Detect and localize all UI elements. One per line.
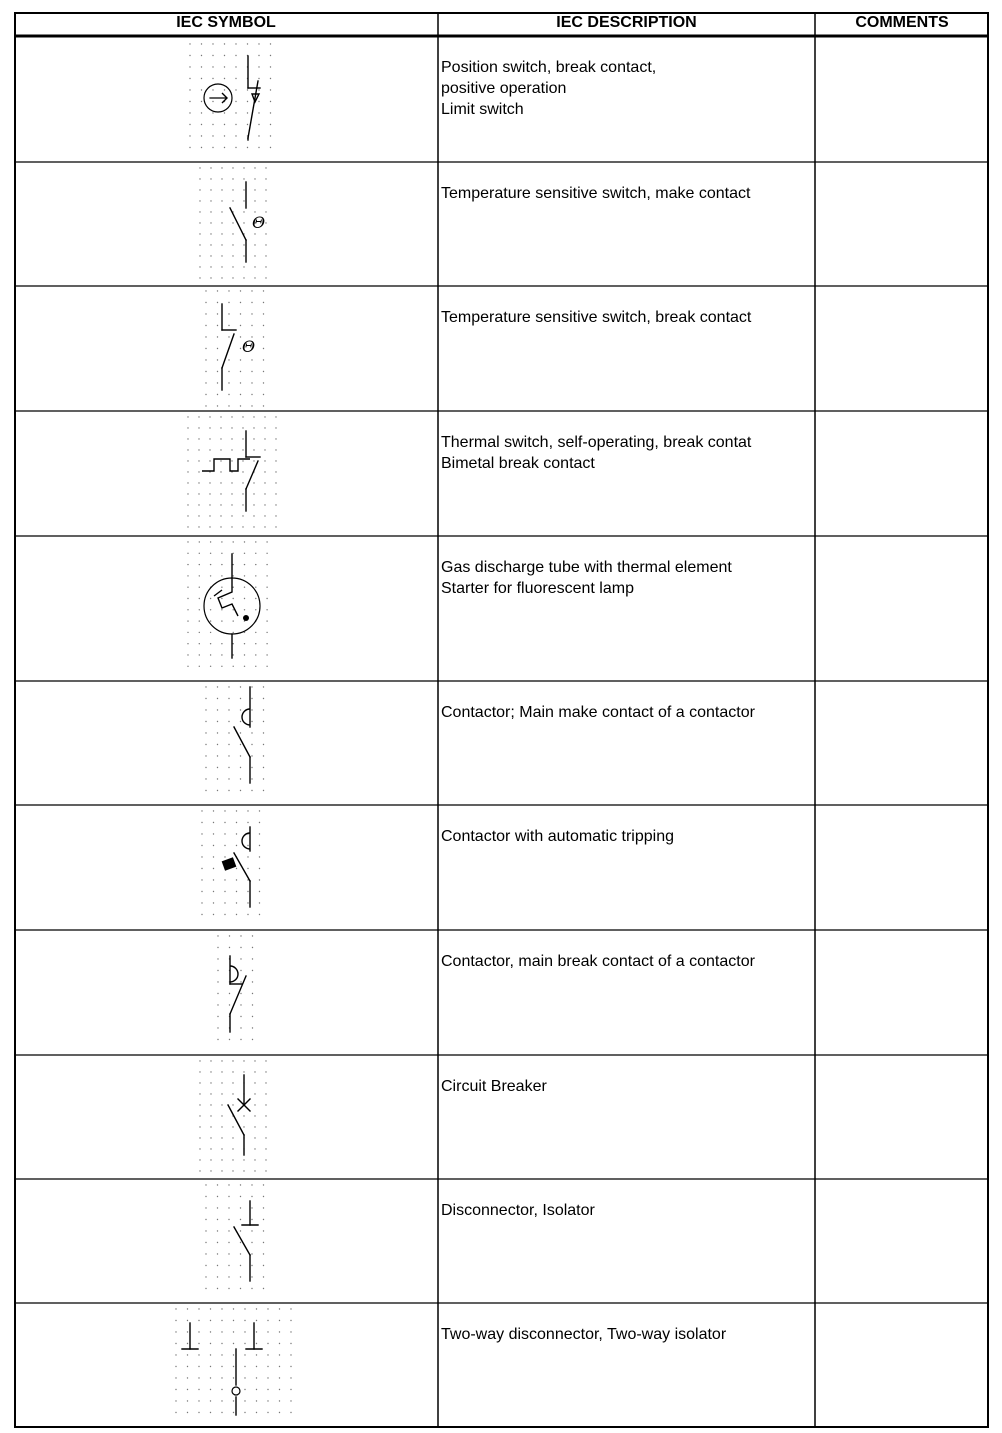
thermal-switch-break-icon [14,411,438,536]
header-iec-description: IEC DESCRIPTION [556,14,697,31]
description-cell: Position switch, break contact, positive operation Limit switch [441,59,657,118]
description-cell: Temperature sensitive switch, make contact [441,185,751,202]
description-cell: Circuit Breaker [441,1078,547,1095]
svg-text:Θ: Θ [242,337,256,356]
contactor-break-icon [14,930,438,1055]
header-comments: COMMENTS [855,14,949,31]
disconnector-icon [14,1179,438,1303]
contactor-auto-trip-icon [14,805,438,930]
symbol-cell [14,162,438,286]
description-cell: Disconnector, Isolator [441,1202,595,1219]
comments-cell [815,286,989,411]
symbol-cell [14,36,438,162]
comments-cell [815,162,989,286]
symbol-cell [14,805,438,930]
position-switch-break-positive-icon [14,36,438,162]
comments-cell [815,1055,989,1179]
symbol-cell [14,411,438,536]
description-cell: Two-way disconnector, Two-way isolator [441,1326,727,1343]
svg-text:Θ: Θ [252,213,266,232]
description-cell: Gas discharge tube with thermal element Starter for fluorescent lamp [441,559,732,597]
two-way-disconnector-icon [14,1303,438,1428]
comments-cell [815,681,989,805]
comments-cell [815,930,989,1055]
comments-cell [815,1303,989,1428]
gas-discharge-tube-icon [14,536,438,681]
symbol-cell [14,1179,438,1303]
symbol-cell [14,681,438,805]
description-cell: Contactor, main break contact of a contactor [441,953,755,970]
description-cell: Thermal switch, self-operating, break contat Bimetal break contact [441,434,752,472]
header-iec-symbol: IEC SYMBOL [176,14,276,31]
comments-cell [815,411,989,536]
circuit-breaker-icon [14,1055,438,1179]
contactor-make-icon [14,681,438,805]
description-cell: Contactor; Main make contact of a contactor [441,704,755,721]
comments-cell [815,1179,989,1303]
description-cell: Contactor with automatic tripping [441,828,674,845]
symbol-cell [14,536,438,681]
comments-cell [815,36,989,162]
symbol-cell [14,1055,438,1179]
comments-cell [815,805,989,930]
iec-symbol-table [14,12,989,1428]
temperature-switch-make-icon [14,162,438,286]
symbol-cell [14,930,438,1055]
description-cell: Temperature sensitive switch, break contact [441,309,752,326]
temperature-switch-break-icon [14,286,438,411]
comments-cell [815,536,989,681]
symbol-cell [14,286,438,411]
symbol-cell [14,1303,438,1428]
